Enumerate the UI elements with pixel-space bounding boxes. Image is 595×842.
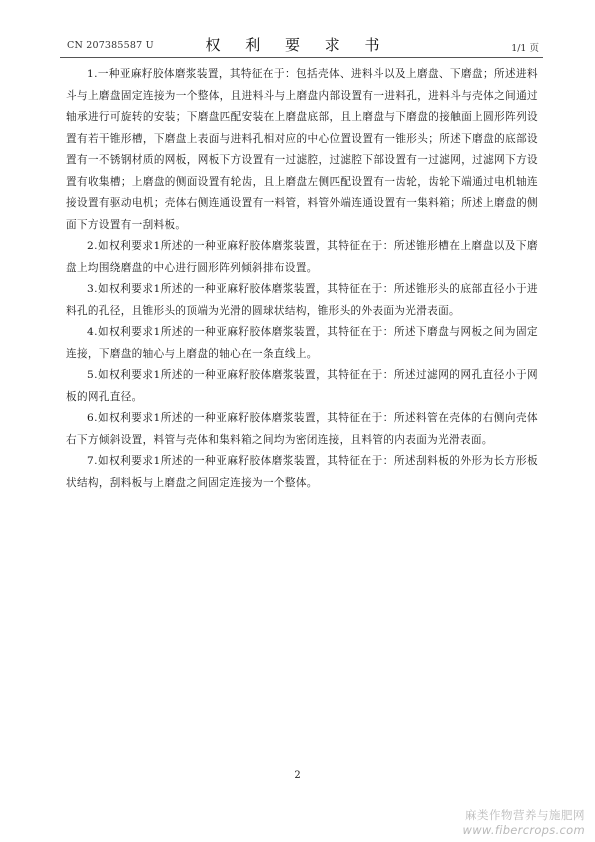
claim-4: 4.如权利要求1所述的一种亚麻籽胶体磨浆装置，其特征在于：所述下磨盘与网板之间为固定连接，下磨盘的轴心与上磨盘的轴心在一条直线上。 [66,326,538,360]
claim-3: 3.如权利要求1所述的一种亚麻籽胶体磨浆装置，其特征在于：所述锥形头的底部直径小于进料孔的孔径，且锥形头的顶端为光滑的圆球状结构，锥形头的外表面为光滑表面。 [66,283,538,317]
document-title: 权 利 要 求 书 [205,36,390,54]
claims-list [66,64,538,494]
header-divider [60,57,543,58]
claim-6: 6.如权利要求1所述的一种亚麻籽胶体磨浆装置，其特征在于：所述料管在壳体的右侧向壳体右下方倾斜设置，料管与壳体和集料箱之间均为密闭连接，且料管的内表面为光滑表面。 [66,412,538,446]
page-indicator: 1/1 页 [511,43,539,54]
claim-1: 1.一种亚麻籽胶体磨浆装置，其特征在于：包括壳体、进料斗以及上磨盘、下磨盘；所述进料斗与上磨盘固定连接为一个整体，且进料斗与上磨盘内部设置有一进料孔，进料斗与壳体之间通过轴承进行可旋转的安装；下磨盘匹配安装在上磨盘底部，且上磨盘与下磨盘的接触面上圆形阵列设置有若干锥形槽，下磨盘上表面与进料孔相对应的中心位置设置有一锥形头；所述下磨盘的底部设置有一不锈钢材质的网板，网板下方设置有一过滤腔，过滤腔下部设置有一过滤网，过滤网下方设置有收集槽；上磨盘的侧面设置有轮齿，且上磨盘左侧匹配设置有一齿轮，齿轮下端通过电机轴连接设置有驱动电机；壳体右侧连通设置有一料管，料管外端连通设置有一集料箱；所述上磨盘的侧面下方设置有一刮料板。 [66,68,538,231]
claim-5: 5.如权利要求1所述的一种亚麻籽胶体磨浆装置，其特征在于：所述过滤网的网孔直径小于网板的网孔直径。 [66,369,538,403]
claim-7: 7.如权利要求1所述的一种亚麻籽胶体磨浆装置，其特征在于：所述刮料板的外形为长方形板状结构，刮料板与上磨盘之间固定连接为一个整体。 [66,455,538,489]
page-number: 2 [294,770,301,781]
watermark-url: www.fibercrops.com [462,823,585,837]
site-watermark [463,808,585,838]
claim-2: 2.如权利要求1所述的一种亚麻籽胶体磨浆装置，其特征在于：所述锥形槽在上磨盘以及下磨盘上均围绕磨盘的中心进行圆形阵列倾斜排布设置。 [66,240,538,274]
document-number: CN 207385587 U [67,40,154,51]
watermark-text: 麻类作物营养与施肥网 [465,808,585,822]
